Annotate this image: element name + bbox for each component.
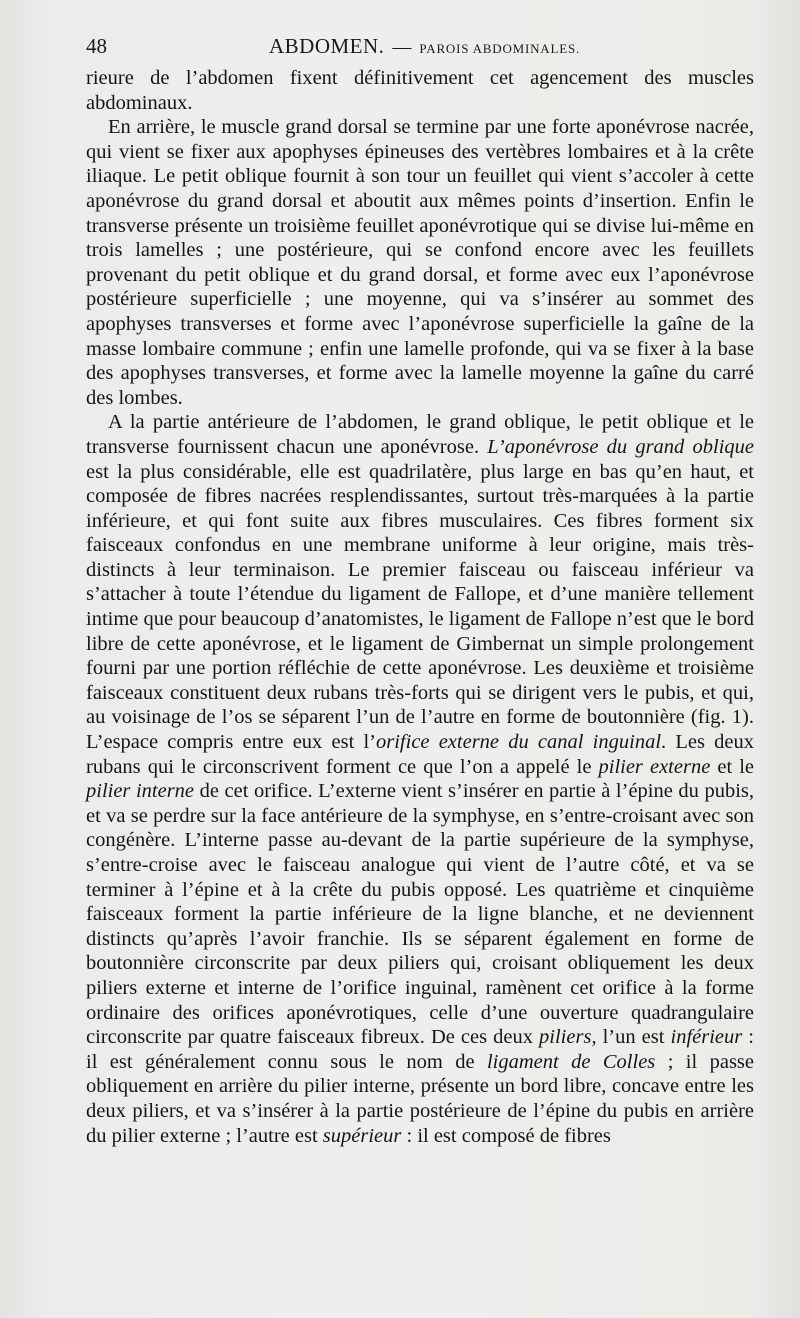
page-header [86, 34, 754, 60]
italic-term: supérieur [322, 1124, 402, 1147]
text-run: En arrière, le muscle grand dorsal se termine par une forte aponévrose nacrée, qui vient se fixer aux apophyses épineuses des vertèbres lombaires et à la crête iliaque. Le petit oblique fournit à son tour un feuillet qui vient s’accoler à cette aponévrose du grand dorsal et aboutit aux mêmes points d’insertion. Enfin le transverse présente un troisième feuillet aponévrotique qui se divise lui-même en trois lamelles ; une postérieure, qui se confond encore avec les feuillets provenant du petit oblique et du grand dorsal, et forme avec eux l’aponévrose postérieure superficielle ; une moyenne, qui va s’insérer au sommet des apophyses transverses et forme avec l’aponévrose superficielle la gaîne de la masse lombaire commune ; enfin une lamelle profonde, qui va se fixer à la base des apophyses transverses, et forme avec la lamelle moyenne la gaîne du carré des lombes. [86, 116, 754, 409]
italic-term: ligament de Colles [486, 1050, 656, 1073]
text-run: : il est généralement connu sous le nom de [86, 1026, 754, 1073]
italic-term: L’aponévrose du grand oblique [487, 435, 754, 458]
page-number: 48 [86, 34, 107, 58]
italic-term: piliers [539, 1026, 592, 1049]
italic-term: pilier externe [598, 755, 711, 778]
text-run: et le [710, 755, 755, 778]
text-run: est la plus considérable, elle est quadrilatère, plus large en bas qu’en haut, et composée de fibres nacrées resplendissantes, surtout très-marquées à la partie inférieure, et qui font suite aux fibres musculaires. Ces fibres forment six faisceaux confondus en une membrane uniforme à leur origine, mais très-distincts à leur terminaison. Le premier faisceau ou faisceau inférieur va s’attacher à toute l’étendue du ligament de Fallope, et d’une manière tellement intime que pour beaucoup d’anatomistes, le ligament de Fallope n’est que le bord libre de cette aponévrose, et le ligament de Gimbernat un simple prolongement fourni par une portion réfléchie de cette aponévrose. Les deuxième et troisième faisceaux constituent deux rubans très-forts qui se dirigent vers le pubis, et qui, au voisinage de l’os se séparent l’un de l’autre en forme de boutonnière (fig. 1). L’espace compris entre eux est l’ [86, 460, 754, 754]
paragraph [86, 115, 754, 410]
running-head-dash: — [392, 37, 412, 58]
paragraph [86, 410, 754, 1148]
text-run: . Les deux rubans qui le circonscrivent forment ce que l’on a appelé le [86, 731, 754, 778]
italic-term: orifice externe du canal inguinal [376, 731, 662, 754]
text-run: ; il passe obliquement en arrière du pilier interne, présente un bord libre, concave entre les deux piliers, et va s’insérer à la partie postérieure de l’épine du pubis en arrière du pilier externe ; l’autre est [86, 1050, 754, 1147]
running-head-title: ABDOMEN. [269, 34, 385, 58]
text-run: rieure de l’abdomen fixent définitivement cet agencement des muscles abdominaux. [86, 67, 754, 114]
paragraph [86, 66, 754, 115]
body-text [86, 66, 754, 1148]
text-run: de cet orifice. L’externe vient s’insérer en partie à l’épine du pubis, et va se perdre sur la face antérieure de la symphyse, en s’entre-croisant avec son congénère. L’interne passe au-devant de la partie supérieure de la symphyse, s’entre-croise avec le faisceau analogue qui vient de l’autre côté, et va se terminer à l’épine et à la crête du pubis opposé. Les quatrième et cinquième faisceaux forment la partie inférieure de la ligne blanche, et ne deviennent distincts qu’après l’avoir franchie. Ils se séparent également en forme de boutonnière circonscrite par deux piliers qui, croisant obliquement les deux piliers externe et interne de l’orifice inguinal, ramènent cet orifice à la forme ordinaire des orifices aponévrotiques, celle d’une ouverture quadrangulaire circonscrite par quatre faisceaux fibreux. De ces deux [86, 780, 755, 1049]
italic-term: inférieur [670, 1026, 743, 1049]
running-head-subtitle: PAROIS ABDOMINALES. [419, 41, 581, 56]
text-run: : il est composé de fibres [401, 1124, 611, 1147]
text-run: A la partie antérieure de l’abdomen, le grand oblique, le petit oblique et le transverse fournissent chacun une aponévrose. [86, 411, 754, 458]
italic-term: pilier interne [86, 780, 195, 803]
running-head [269, 34, 580, 59]
text-run: , l’un est [591, 1026, 671, 1049]
